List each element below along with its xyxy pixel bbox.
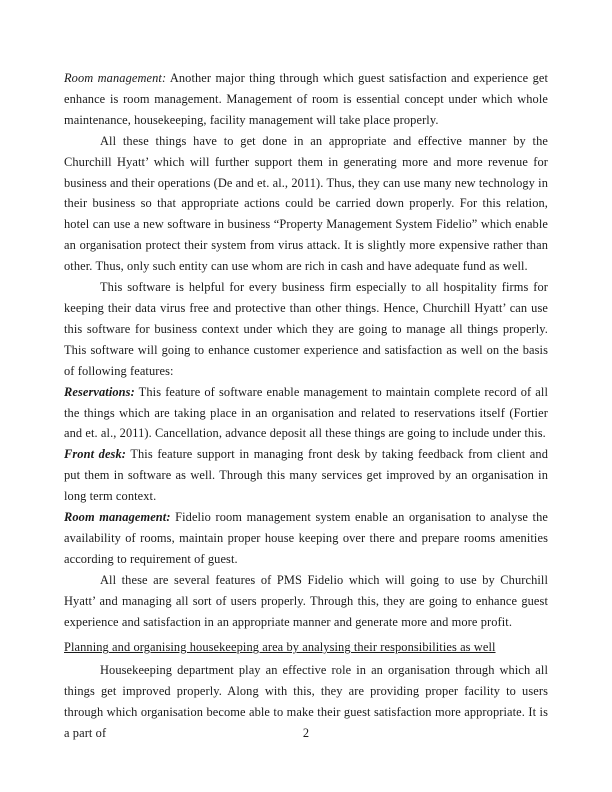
feature-paragraph: Room management: Another major thing through which guest satisfaction and experience get enhance is room management. Management of room is essential concept under which whole maintenance, housekeeping, facility management will take place properly. (64, 71, 549, 127)
feature-paragraph: Room management: Fidelio room management system enable an organisation to analyse the availability of rooms, maintain proper house keeping over there and prepare rooms amenities according to requirement of guest. (64, 510, 548, 566)
feature-label: Front desk: (64, 447, 127, 462)
page-number: 2 (302, 726, 310, 740)
body-paragraph: All these are several features of PMS Fidelio which will going to use by Churchill Hyatt’ and managing all sort of users properly. Through this, they are going to enhance guest experience and satisfaction in an appropriate manner and generate more and more profit. (64, 572, 548, 629)
body-paragraph: All these things have to get done in an appropriate and effective manner by the Churchill Hyatt’ which will further support them in generating more and more revenue for business and their operations (De and et. al., 2011). Thus, they can use many new technology in their business so that appropriate actions could be carried down properly. For this relation, hotel can use a new software in business “Property Management System Fidelio” which enable an organisation protect their system from virus attack. It is slightly more expensive rather than other. Thus, only such entity can use whom are rich in cash and have adequate fund as well. (64, 133, 549, 274)
feature-label: Room management: (64, 510, 171, 525)
body-paragraph: This software is helpful for every business firm especially to all hospitality firms for keeping their data virus free and protective than other things. Hence, Churchill Hyatt’ can use this software for business context under which they are going to manage all things properly. This software will going to enhance customer experience and satisfaction as well on the basis of following features: (64, 280, 548, 378)
feature-label: Reservations: (64, 384, 135, 399)
feature-paragraph: Front desk: This feature support in managing front desk by taking feedback from client and put them in software as well. Through this many services get improved by an organisation in long term context. (64, 447, 548, 504)
document-body (64, 68, 548, 744)
feature-label: Room management: (64, 71, 167, 85)
feature-paragraph: Reservations: This feature of software enable management to maintain complete record of all the things which are taking place in an organisation and related to reservations itself (Fortier and et. al., 2011). Cancellation, advance deposit all these things are going to include under this. (64, 384, 548, 441)
body-paragraph: Housekeeping department play an effective role in an organisation through which all things get improved properly. Along with this, they are providing proper facility to users through which organisation become able to make their guest satisfaction more appropriate. It is a part of (64, 663, 548, 741)
section-heading: Planning and organising housekeeping area by analysing their responsibilities as well (64, 640, 496, 655)
